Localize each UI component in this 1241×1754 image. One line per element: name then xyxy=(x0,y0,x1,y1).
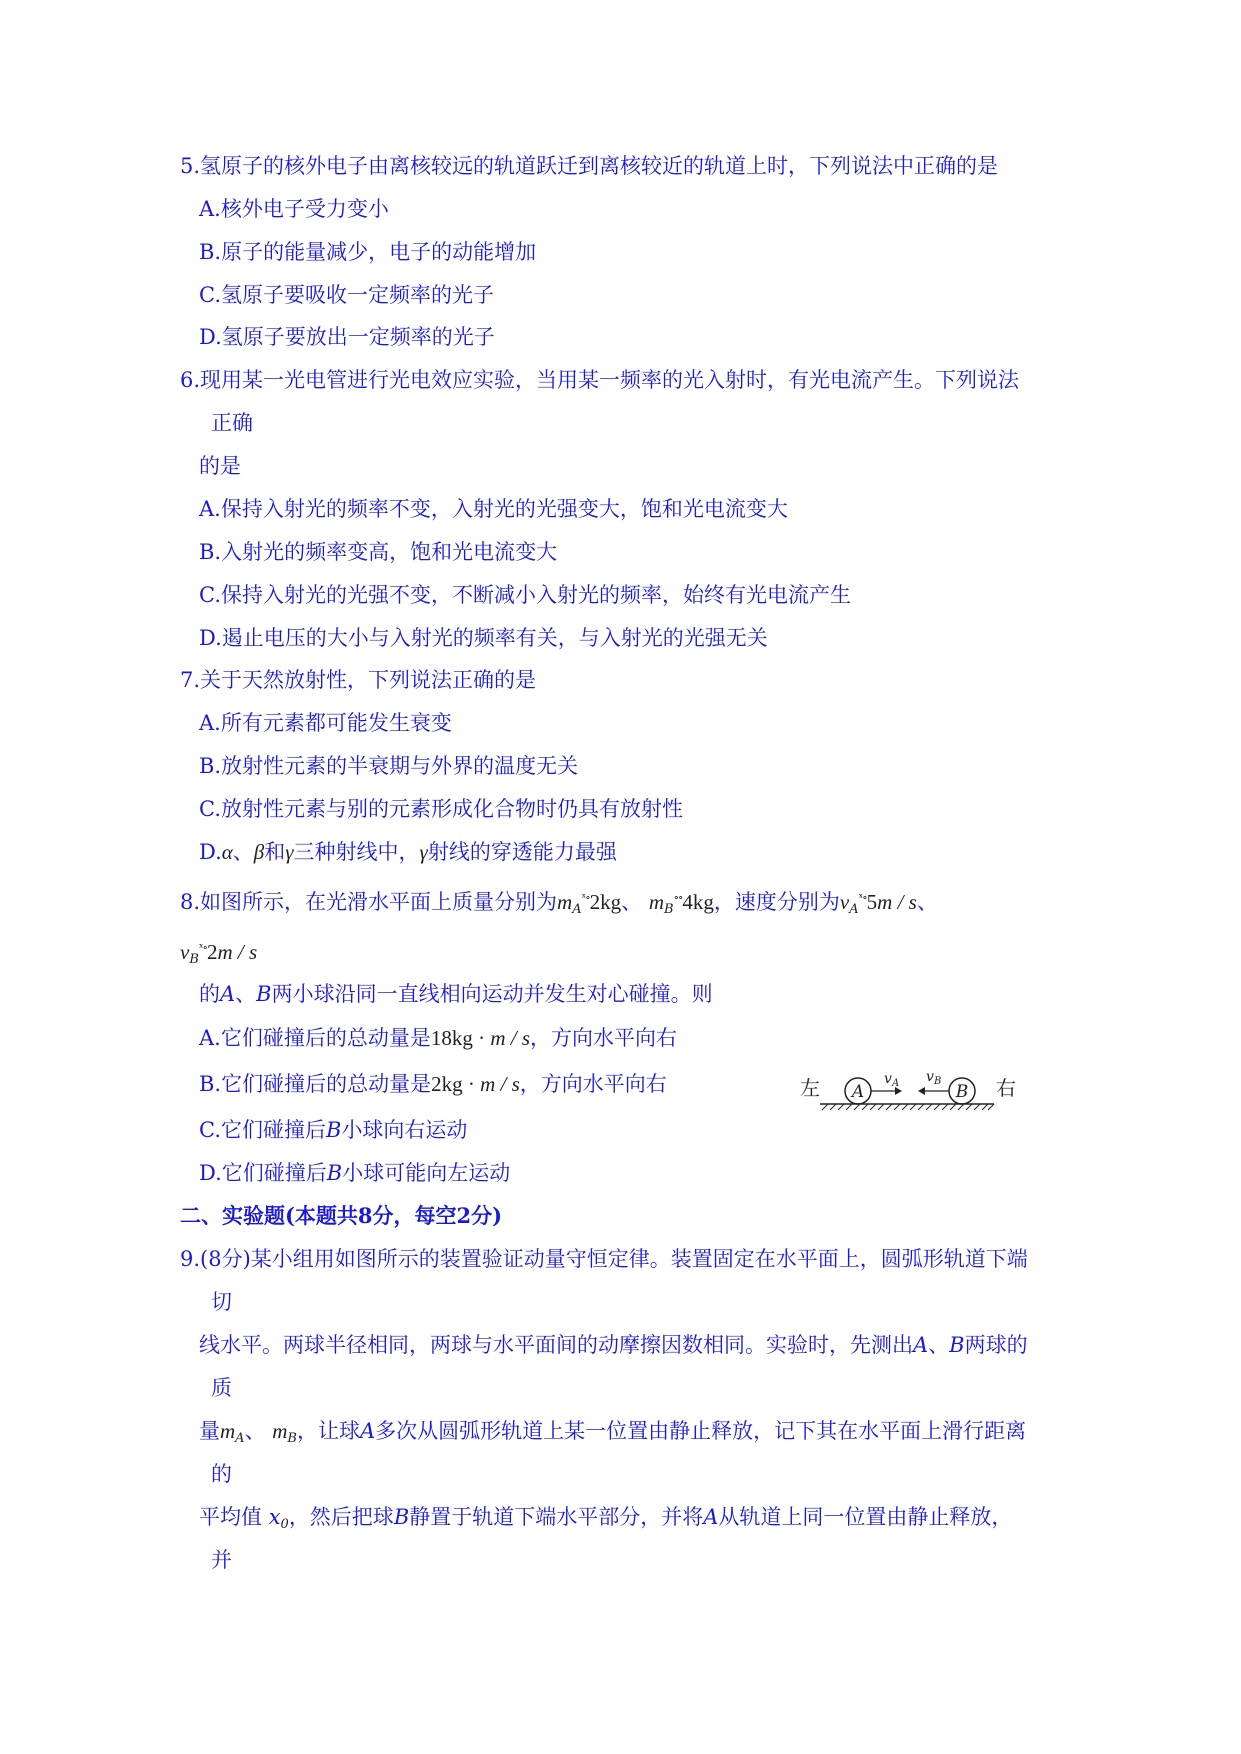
q9-line5: 量$m_A$、 $m_B$，让球A多次从圆弧形轨道上某一位置由静止释放，记下其在水平面上滑行距离 xyxy=(199,1419,1027,1446)
arrow-left-icon xyxy=(918,1087,949,1095)
q6-option-a: A.保持入射光的频率不变，入射光的光强变大，饱和光电流变大 xyxy=(199,497,788,521)
q7-option-b: B.放射性元素的半衰期与外界的温度无关 xyxy=(199,754,579,778)
section-heading: 二、实验题(本题共8分，每空2分) xyxy=(180,1203,503,1228)
gamma-symbol: γ xyxy=(285,840,294,864)
q5-option-d: D.氢原子要放出一定频率的光子 xyxy=(199,325,495,349)
ground-hatching xyxy=(822,1104,994,1110)
q6-option-d: D.遏止电压的大小与入射光的频率有关，与入射光的光强无关 xyxy=(199,626,768,650)
figure-left-label: 左 xyxy=(800,1076,820,1100)
gamma-symbol-2: γ xyxy=(419,840,428,864)
q9-line4: 质 xyxy=(211,1376,232,1400)
q6-stem-line2: 正确 xyxy=(211,411,253,435)
q5-option-b: B.原子的能量减少，电子的动能增加 xyxy=(199,240,537,264)
q5-stem: 5.氢原子的核外电子由离核较远的轨道跃迁到离核较近的轨道上时，下列说法中正确的是 xyxy=(180,154,999,178)
q6-stem-line1: 6.现用某一光电管进行光电效应实验，当用某一频率的光入射时，有光电流产生。下列说法 xyxy=(180,368,1020,392)
q8-option-d: D.它们碰撞后B小球可能向左运动 xyxy=(199,1161,511,1185)
ball-b-label: B xyxy=(955,1082,969,1102)
q7-option-c: C.放射性元素与别的元素形成化合物时仍具有放射性 xyxy=(199,797,683,821)
q7-option-a: A.所有元素都可能发生衰变 xyxy=(199,711,452,735)
garbled-equals-mark: ∘∘ xyxy=(673,891,683,904)
q9-line2: 切 xyxy=(211,1290,232,1314)
garbled-equals-mark: ˣ∘ xyxy=(198,941,207,954)
collision-figure xyxy=(800,1057,1020,1117)
q9-line7: 平均值 $x_0$，然后把球B静置于轨道下端水平部分，并将A从轨道上同一位置由静止释放， xyxy=(199,1505,1013,1532)
q6-option-b: B.入射光的频率变高，饱和光电流变大 xyxy=(199,540,558,564)
ball-a-label: A xyxy=(851,1082,865,1102)
q7-stem: 7.关于天然放射性，下列说法正确的是 xyxy=(180,668,537,692)
q6-stem-line3: 的是 xyxy=(199,454,241,478)
q5-option-a: A.核外电子受力变小 xyxy=(199,197,389,221)
velocity-a-label: v xyxy=(884,1071,892,1087)
q9-line3: 线水平。两球半径相同，两球与水平面间的动摩擦因数相同。实验时，先测出A、B两球的 xyxy=(199,1333,1028,1357)
q8-option-a: A.它们碰撞后的总动量是18kg · m / s，方向水平向右 xyxy=(199,1026,678,1050)
q8-option-b: B.它们碰撞后的总动量是2kg · m / s，方向水平向右 xyxy=(199,1072,667,1096)
beta-symbol: β xyxy=(253,840,265,864)
q8-stem-line2: $v_B^{ˣ\circ}2m$ / s xyxy=(180,940,258,967)
q9-line1: 9.(8分)某小组用如图所示的装置验证动量守恒定律。装置固定在水平面上，圆弧形轨道下端 xyxy=(180,1247,1028,1271)
q9-line8: 并 xyxy=(211,1548,232,1572)
q8-option-c: C.它们碰撞后B小球向右运动 xyxy=(199,1118,468,1142)
velocity-b-subscript: B xyxy=(934,1076,942,1087)
alpha-symbol: α xyxy=(221,840,233,864)
garbled-equals-mark: ˣ∘ xyxy=(858,891,867,904)
garbled-equals-mark: ˣ∘ xyxy=(581,891,590,904)
q5-option-c: C.氢原子要吸收一定频率的光子 xyxy=(199,283,494,307)
q9-line6: 的 xyxy=(211,1462,232,1486)
velocity-a-subscript: A xyxy=(892,1078,900,1089)
q6-option-c: C.保持入射光的光强不变，不断减小入射光的频率，始终有光电流产生 xyxy=(199,583,851,607)
q8-stem-line1: 8.如图所示，在光滑水平面上质量分别为$m_A^{ˣ\circ}2kg$、 $m_B^{\circ\circ}4kg$，速度分别为$v_A^{ˣ\circ}5m$ / s、 xyxy=(180,890,938,917)
q7-option-d: D.α、β和γ三种射线中，γ射线的穿透能力最强 xyxy=(199,840,617,864)
velocity-b-label: v xyxy=(926,1069,934,1085)
figure-right-label: 右 xyxy=(996,1076,1016,1100)
q8-stem-line3: 的A、B两小球沿同一直线相向运动并发生对心碰撞。则 xyxy=(199,982,713,1006)
